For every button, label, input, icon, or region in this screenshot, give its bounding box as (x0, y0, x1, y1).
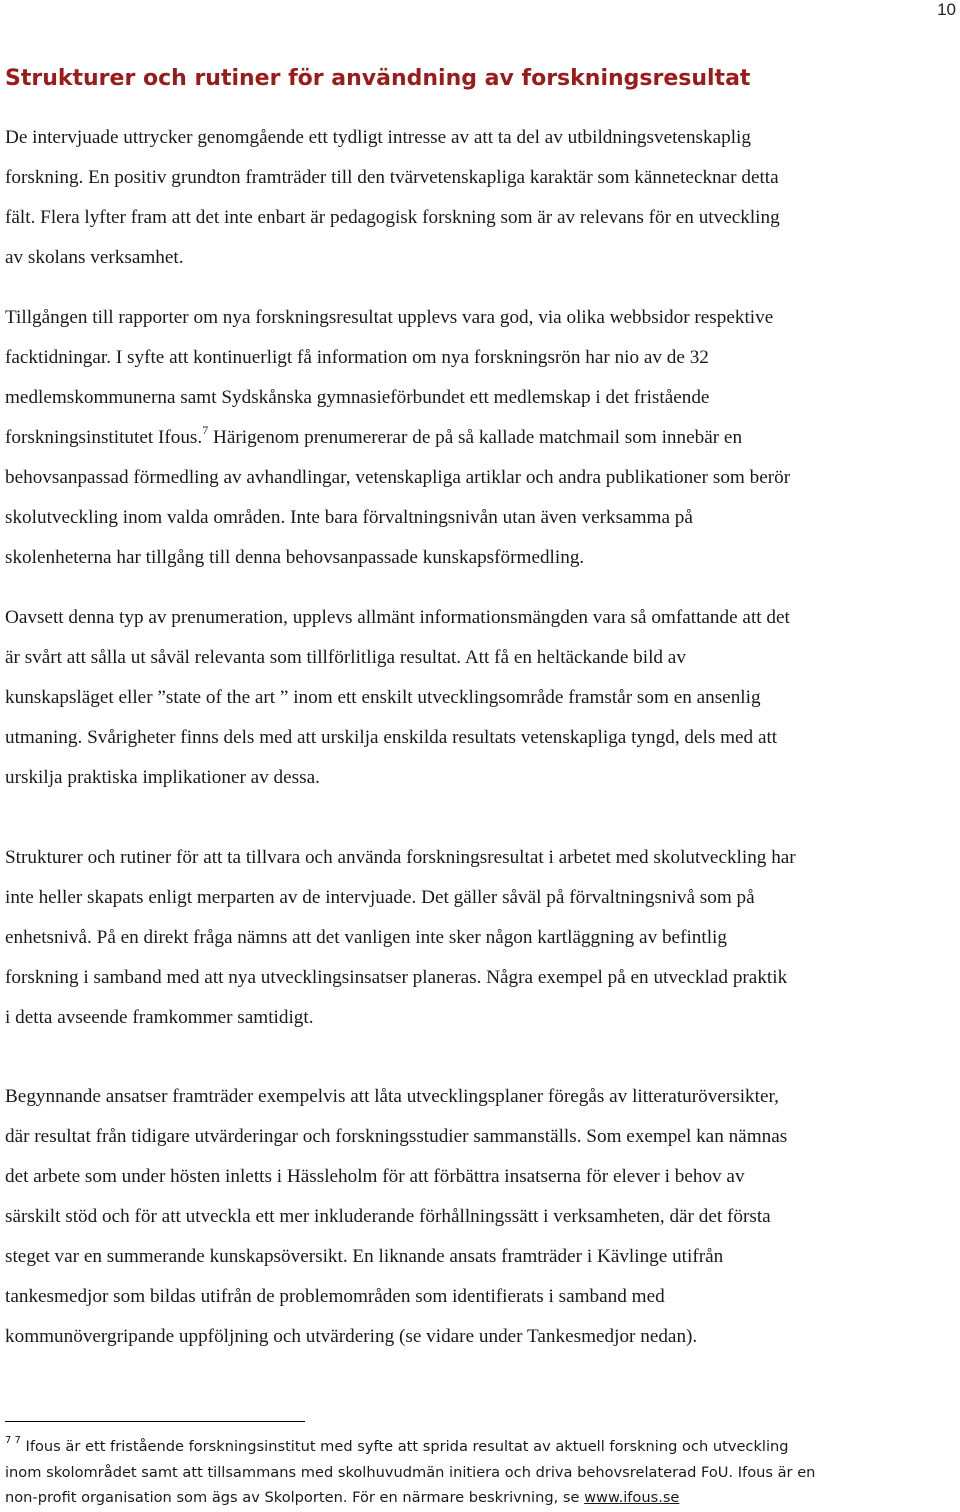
paragraph-intro (5, 118, 957, 278)
paragraph-line: det arbete som under hösten inletts i Hässleholm för att förbättra insatserna för elever i behov av (5, 1166, 745, 1187)
paragraph-line: enhetsnivå. På en direkt fråga nämns att det vanligen inte sker någon kartläggning av befintlig (5, 927, 727, 948)
footnote-line (5, 1485, 957, 1511)
paragraph-line: forskning. En positiv grundton framträder till den tvärvetenskapliga karaktär som kännetecknar detta (5, 167, 779, 188)
paragraph-line: fält. Flera lyfter fram att det inte enbart är pedagogisk forskning som är av relevans för en utveckling (5, 207, 780, 228)
paragraph-line: av skolans verksamhet. (5, 247, 184, 268)
paragraph-line: i detta avseende framkommer samtidigt. (5, 1007, 314, 1028)
footnote-text: non-profit organisation som ägs av Skolporten. För en närmare beskrivning, se (5, 1489, 585, 1506)
paragraph-line: forskning i samband med att nya utvecklingsinsatser planeras. Några exempel på en utvecklad praktik (5, 967, 788, 988)
ifous-link[interactable]: www.ifous.se (584, 1489, 680, 1506)
footnote-marker: 7 7 (5, 1435, 21, 1446)
footnote-line (5, 1434, 957, 1460)
footnote-reference[interactable]: 7 (202, 423, 209, 437)
paragraph-line: De intervjuade uttrycker genomgående ett tydligt intresse av att ta del av utbildningsvetenskaplig (5, 127, 751, 148)
paragraph-line: särskilt stöd och för att utveckla ett mer inkluderande förhållningssätt i verksamheten, där det första (5, 1206, 771, 1227)
line-continuation: Härigenom prenumererar de på så kallade matchmail som innebär en (208, 427, 743, 448)
page-number: 10 (937, 0, 956, 19)
paragraph-line: kommunövergripande uppföljning och utvärdering (se vidare under Tankesmedjor nedan). (5, 1326, 698, 1347)
paragraph-line: facktidningar. I syfte att kontinuerligt få information om nya forskningsrön har nio av de 32 (5, 347, 709, 368)
paragraph-line: Oavsett denna typ av prenumeration, upplevs allmänt informationsmängden vara så omfattande att det (5, 607, 790, 628)
paragraph-line: inte heller skapats enligt merparten av de intervjuade. Det gäller såväl på förvaltningsnivå som på (5, 887, 755, 908)
paragraph-line: tankesmedjor som bildas utifrån de problemområden som identifierats i samband med (5, 1286, 665, 1307)
footnote-text: Ifous är ett fristående forskningsinstitut med syfte att sprida resultat av aktuell forskning och utveckling (20, 1438, 789, 1455)
paragraph-line: Strukturer och rutiner för att ta tillvara och använda forskningsresultat i arbetet med skolutveckling har (5, 847, 796, 868)
footnote-separator (5, 1421, 305, 1422)
paragraph-line: steget var en summerande kunskapsöversikt. En liknande ansats framträder i Kävlinge utifrån (5, 1246, 724, 1267)
paragraph-line: Begynnande ansatser framträder exempelvis att låta utvecklingsplaner föregås av litteraturöversikter, (5, 1086, 779, 1107)
paragraph-line: urskilja praktiska implikationer av dessa. (5, 767, 320, 788)
footnote-line: inom skolområdet samt att tillsammans med skolhuvudmän initiera och driva behovsrelaterad FoU. Ifous är en (5, 1463, 816, 1481)
paragraph-line: där resultat från tidigare utvärderingar och forskningsstudier sammanställs. Som exempel kan nämnas (5, 1126, 788, 1147)
paragraph-line: skolenheterna har tillgång till denna behovsanpassade kunskapsförmedling. (5, 547, 585, 568)
paragraph-line: behovsanpassad förmedling av avhandlingar, vetenskapliga artiklar och andra publikationer som berör (5, 467, 791, 488)
paragraph-initiatives (5, 1077, 957, 1357)
paragraph-line: Tillgången till rapporter om nya forskningsresultat upplevs vara god, via olika webbsidor respektive (5, 307, 774, 328)
section-heading: Strukturer och rutiner för användning av forskningsresultat (5, 66, 751, 91)
paragraph-line: medlemskommunerna samt Sydskånska gymnasieförbundet ett medlemskap i det fristående (5, 387, 710, 408)
paragraph-line: är svårt att sålla ut såväl relevanta som tillförlitliga resultat. Att få en heltäckande bild av (5, 647, 686, 668)
paragraph-access (5, 298, 957, 578)
paragraph-line: utmaning. Svårigheter finns dels med att urskilja enskilda resultats vetenskapliga tyngd, dels med att (5, 727, 778, 748)
paragraph-line: kunskapsläget eller ”state of the art ” inom ett enskilt utvecklingsområde framstår som en ansenlig (5, 687, 761, 708)
paragraph-structures (5, 838, 957, 1038)
paragraph-line-with-footnote (5, 418, 957, 458)
line-text: forskningsinstitutet Ifous. (5, 427, 203, 448)
paragraph-line: skolutveckling inom valda områden. Inte bara förvaltningsnivån utan även verksamma på (5, 507, 693, 528)
paragraph-information-overload (5, 598, 957, 798)
footnote (5, 1434, 957, 1511)
